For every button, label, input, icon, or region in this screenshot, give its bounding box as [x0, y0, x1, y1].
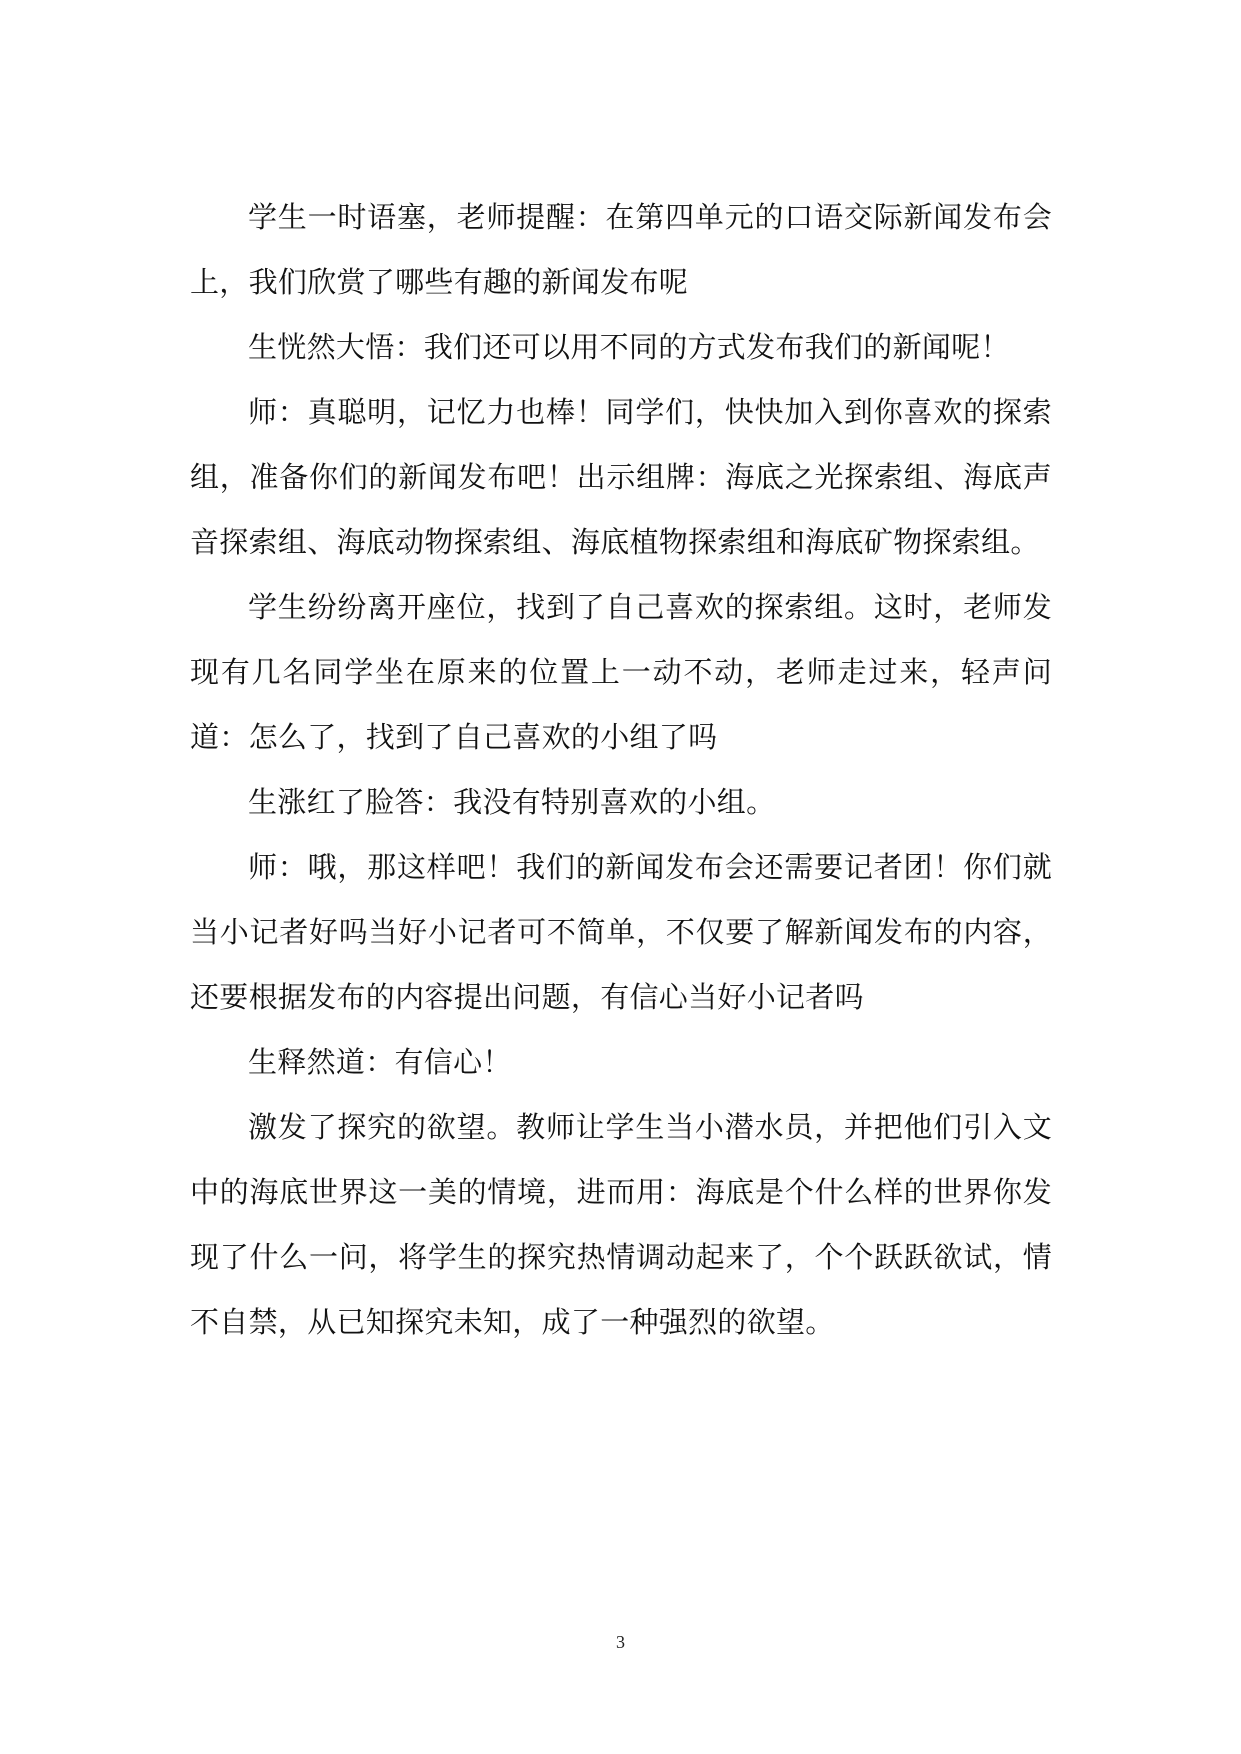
- paragraph-7: 生释然道：有信心！: [248, 1045, 512, 1079]
- paragraph-6: 师：哦，那这样吧！我们的新闻发布会还需要记者团！你们就当小记者好吗当好小记者可不简单，不仅要了解新闻发布的内容，还要根据发布的内容提出问题，有信心当好小记者吗: [190, 850, 1052, 1014]
- paragraph-3: 师：真聪明，记忆力也棒！同学们，快快加入到你喜欢的探索组，准备你们的新闻发布吧！出示组牌：海底之光探索组、海底声音探索组、海底动物探索组、海底植物探索组和海底矿物探索组。: [190, 395, 1052, 559]
- paragraph-2: 生恍然大悟：我们还可以用不同的方式发布我们的新闻呢！: [248, 330, 1010, 364]
- paragraph-8: 激发了探究的欲望。教师让学生当小潜水员，并把他们引入文中的海底世界这一美的情境，进而用：海底是个什么样的世界你发现了什么一问，将学生的探究热情调动起来了，个个跃跃欲试，情不自禁，从已知探究未知，成了一种强烈的欲望。: [190, 1110, 1052, 1339]
- page-number: 3: [616, 1632, 625, 1652]
- paragraph-4: 学生纷纷离开座位，找到了自己喜欢的探索组。这时，老师发现有几名同学坐在原来的位置上一动不动，老师走过来，轻声问道：怎么了，找到了自己喜欢的小组了吗: [190, 590, 1052, 754]
- body-text: [190, 185, 1052, 1355]
- paragraph-1: 学生一时语塞，老师提醒：在第四单元的口语交际新闻发布会上，我们欣赏了哪些有趣的新闻发布呢: [190, 200, 1052, 299]
- paragraph-5: 生涨红了脸答：我没有特别喜欢的小组。: [248, 785, 776, 819]
